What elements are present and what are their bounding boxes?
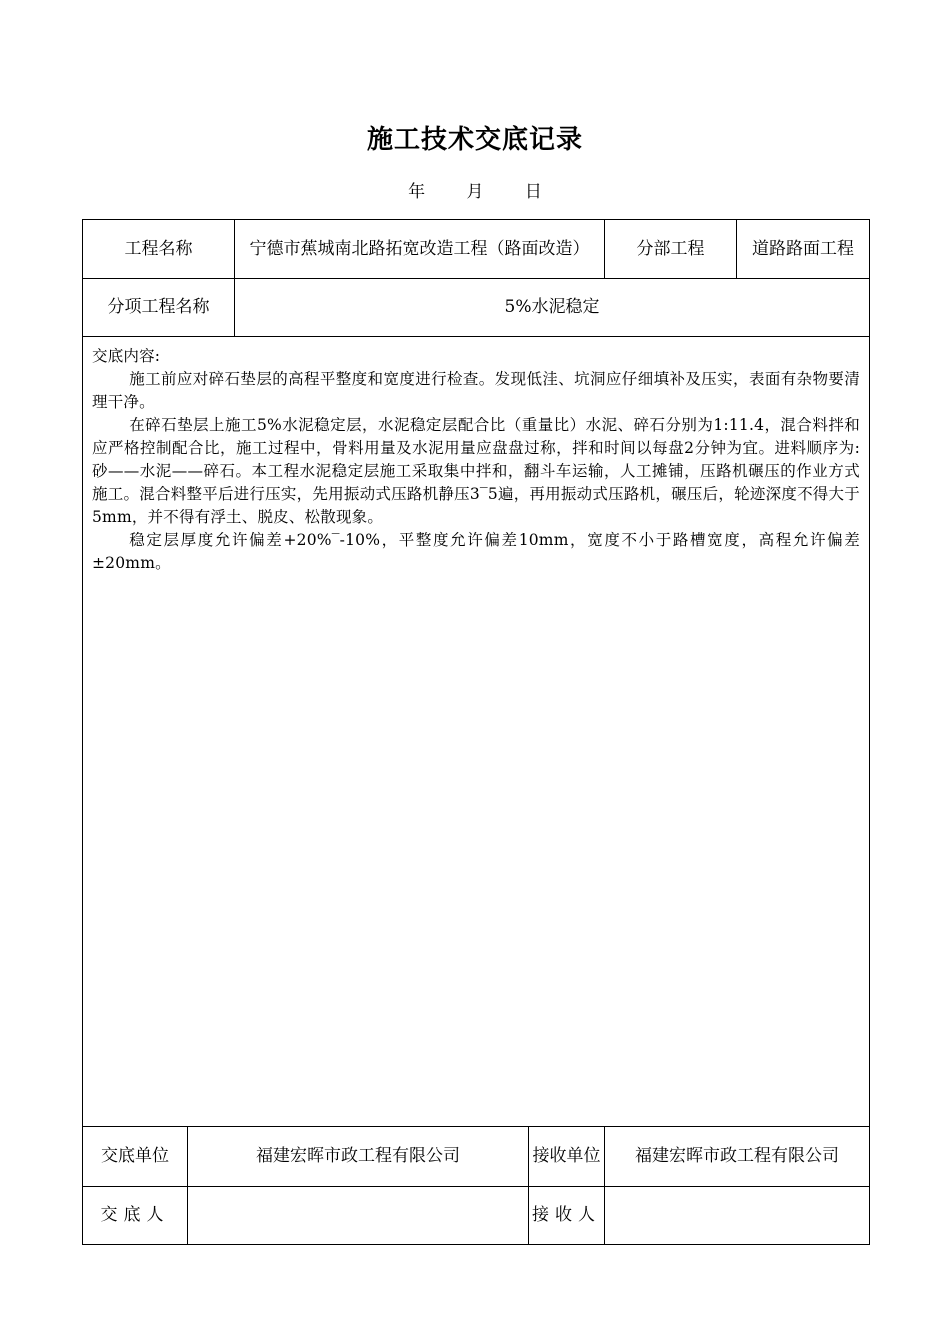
date-line xyxy=(0,180,950,204)
division-label: 分部工程 xyxy=(605,220,737,279)
issuer-unit-label: 交底单位 xyxy=(83,1127,188,1187)
receiver-person-label: 接收人 xyxy=(529,1187,605,1245)
project-name-value: 宁德市蕉城南北路拓宽改造工程（路面改造） xyxy=(235,220,605,279)
page-title: 施工技术交底记录 xyxy=(366,125,583,155)
date-month: 月 xyxy=(466,182,484,202)
table-row-units xyxy=(83,1127,870,1187)
content-paragraph-2: 在碎石垫层上施工5%水泥稳定层，水泥稳定层配合比（重量比）水泥、碎石分别为1:11.4，混合料拌和应严格控制配合比，施工过程中，骨料用量及水泥用量应盘盘过称，拌和时间以每盘2分钟为宜。进料顺序为: 砂——水泥——碎石。本工程水泥稳定层施工采取集中拌和，翻斗车运输，人工摊铺，压路机碾压的作业方式施工。混合料整平后进行压实，先用振动式压路机静压3‾5遍，再用振动式压路机，碾压后，轮迹深度不得大于5mm，并不得有浮土、脱皮、松散现象。 xyxy=(92,416,860,526)
content-paragraph-1: 施工前应对碎石垫层的高程平整度和宽度进行检查。发现低洼、坑洞应仔细填补及压实，表面有杂物要清理干净。 xyxy=(92,370,860,411)
issuer-person-label: 交底人 xyxy=(83,1187,188,1245)
table-row-project xyxy=(83,220,870,279)
table-row-content xyxy=(83,337,870,1127)
date-year: 年 xyxy=(408,182,426,202)
table-row-persons xyxy=(83,1187,870,1245)
subitem-label: 分项工程名称 xyxy=(83,279,235,337)
receiver-unit-label: 接收单位 xyxy=(529,1127,605,1187)
table-row-subitem xyxy=(83,279,870,337)
record-table xyxy=(82,219,870,1245)
content-cell xyxy=(83,337,870,1127)
issuer-unit-value: 福建宏晖市政工程有限公司 xyxy=(188,1127,529,1187)
content-paragraph-3: 稳定层厚度允许偏差+20%‾-10%，平整度允许偏差10mm，宽度不小于路槽宽度，高程允许偏差±20mm。 xyxy=(92,531,860,572)
receiver-unit-value: 福建宏晖市政工程有限公司 xyxy=(605,1127,870,1187)
project-name-label: 工程名称 xyxy=(83,220,235,279)
date-day: 日 xyxy=(524,182,542,202)
division-value: 道路路面工程 xyxy=(737,220,870,279)
issuer-person-value xyxy=(188,1187,529,1245)
content-heading: 交底内容: xyxy=(92,347,161,365)
subitem-value: 5%水泥稳定 xyxy=(235,279,870,337)
receiver-person-value xyxy=(605,1187,870,1245)
